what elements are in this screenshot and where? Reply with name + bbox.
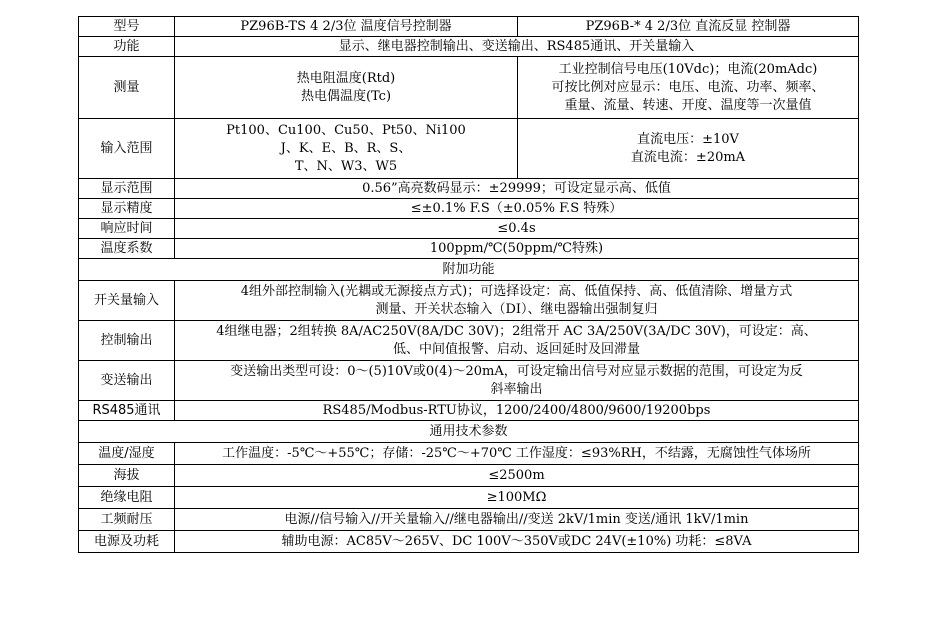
measure-b-line: 重量、流量、转速、开度、温度等一次量值 <box>564 97 812 113</box>
label-switch-input: 开关量输入 <box>79 281 175 321</box>
input-range-b-line: 直流电压：±10V <box>637 131 739 147</box>
measure-b-line: 工业控制信号电压(10Vdc)；电流(20mAdc) <box>558 61 818 77</box>
row-altitude <box>79 465 859 487</box>
measure-a-line: 热电阻温度(Rtd) <box>296 70 396 86</box>
value-accuracy: ≤±0.1% F.S（±0.05% F.S 特殊） <box>175 199 859 219</box>
value-control-output <box>175 321 859 361</box>
row-insulation <box>79 487 859 509</box>
value-rs485: RS485/Modbus-RTU协议，1200/2400/4800/9600/19200bps <box>175 401 859 421</box>
row-switch-input <box>79 281 859 321</box>
value-power: 辅助电源：AC85V～265V、DC 100V～350V或DC 24V(±10%) 功耗：≤8VA <box>175 531 859 553</box>
value-transmit-output <box>175 361 859 401</box>
value-switch-input <box>175 281 859 321</box>
measure-b-line: 可按比例对应显示：电压、电流、功率、频率、 <box>551 79 825 95</box>
label-power: 电源及功耗 <box>79 531 175 553</box>
value-withstand: 电源//信号输入//开关量输入//继电器输出//变送 2kV/1min 变送/通讯 1kV/1min <box>175 509 859 531</box>
row-section-extra <box>79 259 859 281</box>
spec-table <box>78 16 859 553</box>
row-accuracy <box>79 199 859 219</box>
label-temp-coef: 温度系数 <box>79 239 175 259</box>
row-model <box>79 17 859 37</box>
measure-a <box>175 57 518 119</box>
spec-sheet <box>78 16 858 553</box>
label-measure: 测量 <box>79 57 175 119</box>
label-display-range: 显示范围 <box>79 179 175 199</box>
label-input-range: 输入范围 <box>79 119 175 179</box>
value-temp-coef: 100ppm/℃(50ppm/℃特殊) <box>175 239 859 259</box>
section-general-specs: 通用技术参数 <box>79 421 859 443</box>
row-function <box>79 37 859 57</box>
value-insulation: ≥100MΩ <box>175 487 859 509</box>
label-altitude: 海拔 <box>79 465 175 487</box>
measure-b <box>518 57 859 119</box>
row-measure <box>79 57 859 119</box>
row-input-range <box>79 119 859 179</box>
row-power <box>79 531 859 553</box>
switch-input-line: 4组外部控制输入(光耦或无源接点方式)；可选择设定：高、低值保持、高、低值清除、增量方式 <box>240 283 793 299</box>
row-section-tech <box>79 421 859 443</box>
value-function: 显示、继电器控制输出、变送输出、RS485通讯、开关量输入 <box>175 37 859 57</box>
section-extra-functions: 附加功能 <box>79 259 859 281</box>
input-range-a-line: Pt100、Cu100、Cu50、Pt50、Ni100 <box>226 122 466 138</box>
value-response: ≤0.4s <box>175 219 859 239</box>
input-range-a-line: J、K、E、B、R、S、 <box>280 140 412 156</box>
label-insulation: 绝缘电阻 <box>79 487 175 509</box>
row-transmit-output <box>79 361 859 401</box>
switch-input-line: 测量、开关状态输入（DI）、继电器输出强制复归 <box>375 301 658 317</box>
row-temp-humidity <box>79 443 859 465</box>
measure-a-line: 热电偶温度(Tc) <box>300 88 392 104</box>
label-control-output: 控制输出 <box>79 321 175 361</box>
control-output-line: 低、中间值报警、启动、返回延时及回滞量 <box>392 341 640 357</box>
control-output-line: 4组继电器；2组转换 8A/AC250V(8A/DC 30V)；2组常开 AC 3A/250V(3A/DC 30V)，可设定：高、 <box>216 323 817 339</box>
input-range-a <box>175 119 518 179</box>
label-accuracy: 显示精度 <box>79 199 175 219</box>
transmit-output-line: 斜率输出 <box>490 381 543 397</box>
label-model: 型号 <box>79 17 175 37</box>
input-range-b-line: 直流电流：±20mA <box>630 149 746 165</box>
model-a: PZ96B-TS 4 2/3位 温度信号控制器 <box>175 17 518 37</box>
row-temp-coef <box>79 239 859 259</box>
transmit-output-line: 变送输出类型可设：0～(5)10V或0(4)～20mA，可设定输出信号对应显示数据的范围，可设定为反 <box>230 363 803 379</box>
label-response: 响应时间 <box>79 219 175 239</box>
label-rs485: RS485通讯 <box>79 401 175 421</box>
label-transmit-output: 变送输出 <box>79 361 175 401</box>
input-range-a-line: T、N、W3、W5 <box>294 158 398 174</box>
label-function: 功能 <box>79 37 175 57</box>
value-altitude: ≤2500m <box>175 465 859 487</box>
input-range-b <box>518 119 859 179</box>
model-b: PZ96B-* 4 2/3位 直流反显 控制器 <box>518 17 859 37</box>
row-rs485 <box>79 401 859 421</box>
value-temp-humidity: 工作温度：-5℃～+55℃；存储：-25℃～+70℃ 工作湿度：≤93%RH，不结露，无腐蚀性气体场所 <box>175 443 859 465</box>
label-temp-humidity: 温度/湿度 <box>79 443 175 465</box>
row-withstand <box>79 509 859 531</box>
row-response <box>79 219 859 239</box>
value-display-range: 0.56”高亮数码显示：±29999；可设定显示高、低值 <box>175 179 859 199</box>
label-withstand: 工频耐压 <box>79 509 175 531</box>
row-control-output <box>79 321 859 361</box>
row-display-range <box>79 179 859 199</box>
